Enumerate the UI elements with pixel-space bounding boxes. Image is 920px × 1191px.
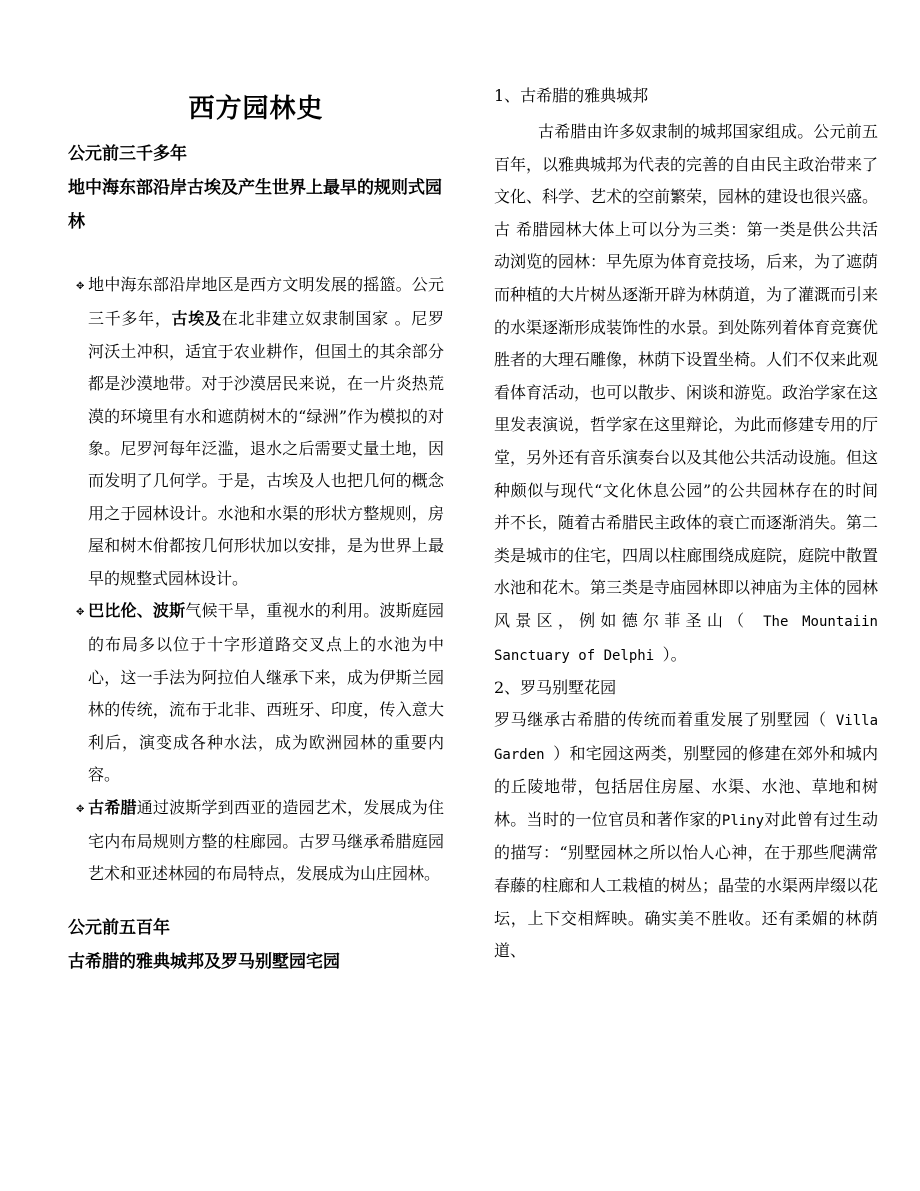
paragraph-rome	[494, 704, 878, 968]
right-column	[494, 80, 878, 968]
paragraph-text: 罗马继承古希腊的传统而着重发展了别墅园（	[494, 710, 827, 730]
bullet-icon: ✥	[76, 803, 85, 815]
section-heading-2: 古希腊的雅典城邦及罗马别墅园宅园	[68, 951, 340, 972]
bold-term: 古希腊	[88, 797, 137, 817]
paragraph-text: 对此曾有过生动的描写：“别墅园林之所以怡人心神，在于那些爬满常春藤的柱廊和人工栽植的树丛；晶莹的水渠两岸缀以花坛，上下交相辉映。确实美不胜收。还有柔媚的林荫道、	[494, 809, 879, 961]
period-heading-1: 公元前三千多年	[68, 144, 187, 164]
bold-term: 巴比伦、波斯	[88, 601, 186, 621]
page-title: 西方园林史	[188, 94, 324, 124]
paragraph-text: ）和宅园这两类，别墅园的修建在郊外和城内的丘陵地带，包括居住房屋、水渠、水池、草地和树林。当时的一位官员和著作家的	[494, 743, 878, 829]
latin-term: Pliny	[721, 812, 765, 829]
period-heading-2: 公元前五百年	[68, 917, 170, 938]
paragraph-text: ）。	[662, 644, 687, 664]
paragraph-text: 气候干旱，重视水的利用。波斯庭园的布局多以位于十字形道路交叉点上的水池为中心，这一手法为阿拉伯人继承下来，成为伊斯兰园林的传统，流布于北非、西班牙、印度，传入意大利后，演变成各种水法，成为欧洲园林的重要内容。	[88, 601, 444, 785]
paragraph-athens	[494, 116, 878, 672]
bullet-paragraph-persia	[68, 595, 444, 791]
bullet-paragraph-greece	[68, 792, 444, 891]
bullet-icon: ✥	[76, 607, 85, 619]
paragraph-text: 在北非建立奴隶制国家 。尼罗河沃土冲积，适宜于农业耕作，但国土的其余部分都是沙漠地带。对于沙漠居民来说，在一片炎热荒漠的环境里有水和遮荫树木的“绿洲”作为模拟的对象。尼罗河每年泛滥，退水之后需要丈量土地，因而发明了几何学。于是，古埃及人也把几何的概念用之于园林设计。水池和水渠的形状方整规则，房屋和树木佾都按几何形状加以安排，是为世界上最早的规整式园林设计。	[88, 309, 444, 588]
section-heading-1: 地中海东部沿岸古埃及产生世界上最早的规则式园林	[68, 178, 442, 232]
paragraph-text: 地中海东部沿岸地区是西方文明发展的摇篮。公元三千多年，	[88, 275, 444, 329]
spacer	[68, 239, 444, 265]
latin-term: Villa Garden	[494, 713, 878, 763]
latin-term: The Mountaiin Sanctuary of Delphi	[494, 613, 878, 664]
spacer	[68, 891, 444, 911]
bullet-paragraph-egypt	[68, 269, 444, 595]
subsection-heading-rome: 2、罗马别墅花园	[494, 678, 617, 698]
bullet-icon: ✥	[76, 281, 85, 292]
paragraph-text: 通过波斯学到西亚的造园艺术，发展成为住宅内布局规则方整的柱廊园。古罗马继承希腊庭园艺术和亚述林园的布局特点，发展成为山庄园林。	[88, 797, 444, 884]
paragraph-text: 古希腊由许多奴隶制的城邦国家组成。公元前五百年，以雅典城邦为代表的完善的自由民主政治带来了文化、科学、艺术的空前繁荣，园林的建设也很兴盛。古 希腊园林大体上可以分为三类：第一类是供公共活动浏览的园林：早先原为体育竞技场，后来，为了遮荫而种植的大片树丛逐渐开辟为林荫道，为了灌溉而引来的水渠逐渐形成装饰性的水景。到处陈列着体育竞赛优胜者的大理石雕像，林荫下设置坐椅。人们不仅来此观看体育活动，也可以散步、闲谈和游览。政治学家在这里发表演说，哲学家在这里辩论，为此而修建专用的厅堂，另外还有音乐演奏台以及其他公共活动设施。但这种颇似与现代“文化休息公园”的公共园林存在的时间并不长，随着古希腊民主政体的衰亡而逐渐消失。第二类是城市的住宅，四周以柱廊围绕成庭院，庭院中散置水池和花木。第三类是寺庙园林即以神庙为主体的园林风景区，例如德尔菲圣山（	[494, 122, 879, 630]
subsection-heading-athens: 1、古希腊的雅典城邦	[494, 86, 649, 105]
bold-term: 古埃及	[171, 309, 222, 329]
left-column	[68, 80, 444, 979]
